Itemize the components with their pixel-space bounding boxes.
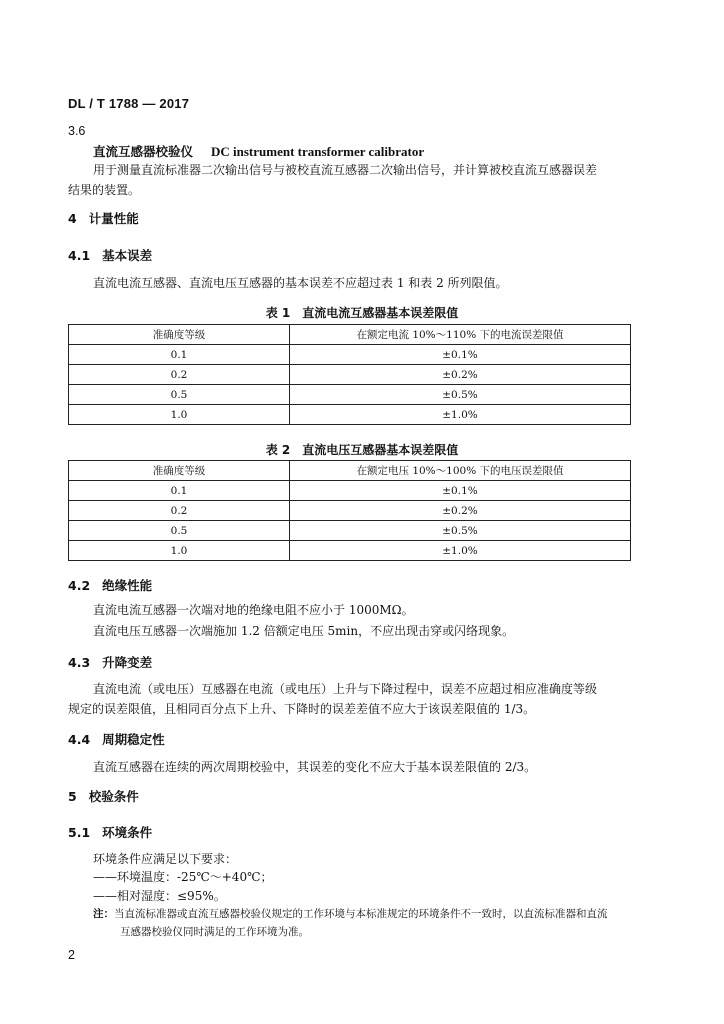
document-code: DL / T 1788 — 2017	[68, 96, 190, 111]
section-5-1-title: 环境条件	[102, 825, 153, 840]
section-4-2-line1: 直流电流互感器一次端对地的绝缘电阻不应小于 1000MΩ。	[93, 603, 414, 617]
table-2	[68, 460, 631, 561]
term-definition-line1: 用于测量直流标准器二次输出信号与被校直流互感器二次输出信号，并计算被校直流互感器误差	[93, 163, 598, 177]
table-header-cell: 在额定电压 10%～100% 下的电压误差限值	[290, 461, 631, 481]
table-row	[69, 501, 631, 521]
section-4-number: 4	[68, 211, 77, 226]
section-4-3-line1: 直流电流（或电压）互感器在电流（或电压）上升与下降过程中，误差不应超过相应准确度等级	[93, 682, 598, 696]
section-4-3-title: 升降变差	[102, 655, 153, 670]
table-header-row	[69, 461, 631, 481]
section-4-title: 计量性能	[88, 211, 139, 226]
section-5-title: 校验条件	[88, 789, 139, 804]
section-4-1-title: 基本误差	[102, 248, 153, 263]
table-cell: ±0.5%	[290, 385, 631, 405]
table-row	[69, 405, 631, 425]
section-4-2-title: 绝缘性能	[102, 578, 153, 593]
table-cell: ±0.1%	[290, 345, 631, 365]
note-text-1: 当直流标准器或直流互感器校验仪规定的工作环境与本标准规定的环境条件不一致时，以直流标准器和直流	[114, 908, 608, 920]
term-english: DC instrument transformer calibrator	[210, 144, 425, 159]
table-row	[69, 385, 631, 405]
note-line1	[93, 904, 608, 924]
table-cell: 0.2	[69, 501, 290, 521]
table-cell: 0.5	[69, 521, 290, 541]
table-header-row	[69, 325, 631, 345]
table-cell: ±0.5%	[290, 521, 631, 541]
section-5-1-intro: 环境条件应满足以下要求：	[93, 852, 238, 866]
section-4-1-text: 直流电流互感器、直流电压互感器的基本误差不应超过表 1 和表 2 所列限值。	[93, 276, 508, 290]
table-row	[69, 345, 631, 365]
table-cell: 0.5	[69, 385, 290, 405]
table-2-caption: 表 2 直流电压互感器基本误差限值	[265, 443, 459, 457]
note-label: 注：	[93, 908, 114, 920]
table-1-caption: 表 1 直流电流互感器基本误差限值	[265, 306, 459, 320]
section-4-2-line2: 直流电压互感器一次端施加 1.2 倍额定电压 5min，不应出现击穿或闪络现象。	[93, 624, 515, 638]
table-cell: 1.0	[69, 405, 290, 425]
section-5-1-heading	[68, 823, 152, 841]
table-cell: ±0.1%	[290, 481, 631, 501]
section-5-number: 5	[68, 789, 77, 804]
table-cell: ±1.0%	[290, 541, 631, 561]
section-4-1-number: 4.1	[68, 248, 91, 263]
section-4-1-heading	[68, 246, 152, 264]
table-cell: 1.0	[69, 541, 290, 561]
table-header-cell: 在额定电流 10%～110% 下的电流误差限值	[290, 325, 631, 345]
table-cell: ±0.2%	[290, 501, 631, 521]
table-cell: 0.2	[69, 365, 290, 385]
table-cell: ±0.2%	[290, 365, 631, 385]
table-row	[69, 365, 631, 385]
table-row	[69, 521, 631, 541]
term-definition-line2: 结果的装置。	[68, 183, 141, 197]
section-5-1-number: 5.1	[68, 825, 91, 840]
clause-number-3-6: 3.6	[68, 124, 86, 138]
section-4-heading	[68, 209, 139, 227]
section-5-1-item1: ——环境温度：-25℃～+40℃；	[93, 870, 273, 884]
section-4-2-number: 4.2	[68, 578, 91, 593]
note-line2: 互感器校验仪同时满足的工作环境为准。	[120, 926, 309, 938]
section-4-4-text: 直流互感器在连续的两次周期校验中，其误差的变化不应大于基本误差限值的 2/3。	[93, 760, 537, 774]
section-4-2-heading	[68, 576, 152, 594]
section-4-3-line2: 规定的误差限值，且相同百分点下上升、下降时的误差差值不应大于该误差限值的 1/3。	[68, 702, 536, 716]
section-5-1-item2: ——相对湿度：≤95%。	[93, 889, 226, 903]
table-cell: ±1.0%	[290, 405, 631, 425]
table-cell: 0.1	[69, 481, 290, 501]
table-header-cell: 准确度等级	[69, 461, 290, 481]
section-5-heading	[68, 787, 139, 805]
section-4-3-number: 4.3	[68, 655, 91, 670]
term-chinese: 直流互感器校验仪	[93, 144, 194, 159]
table-header-cell: 准确度等级	[69, 325, 290, 345]
page-number: 2	[68, 948, 75, 962]
section-4-3-heading	[68, 653, 152, 671]
section-4-4-title: 周期稳定性	[102, 732, 165, 747]
section-4-4-heading	[68, 730, 165, 748]
table-cell: 0.1	[69, 345, 290, 365]
table-row	[69, 481, 631, 501]
table-row	[69, 541, 631, 561]
term-heading	[93, 142, 424, 160]
section-4-4-number: 4.4	[68, 732, 91, 747]
table-1	[68, 324, 631, 425]
